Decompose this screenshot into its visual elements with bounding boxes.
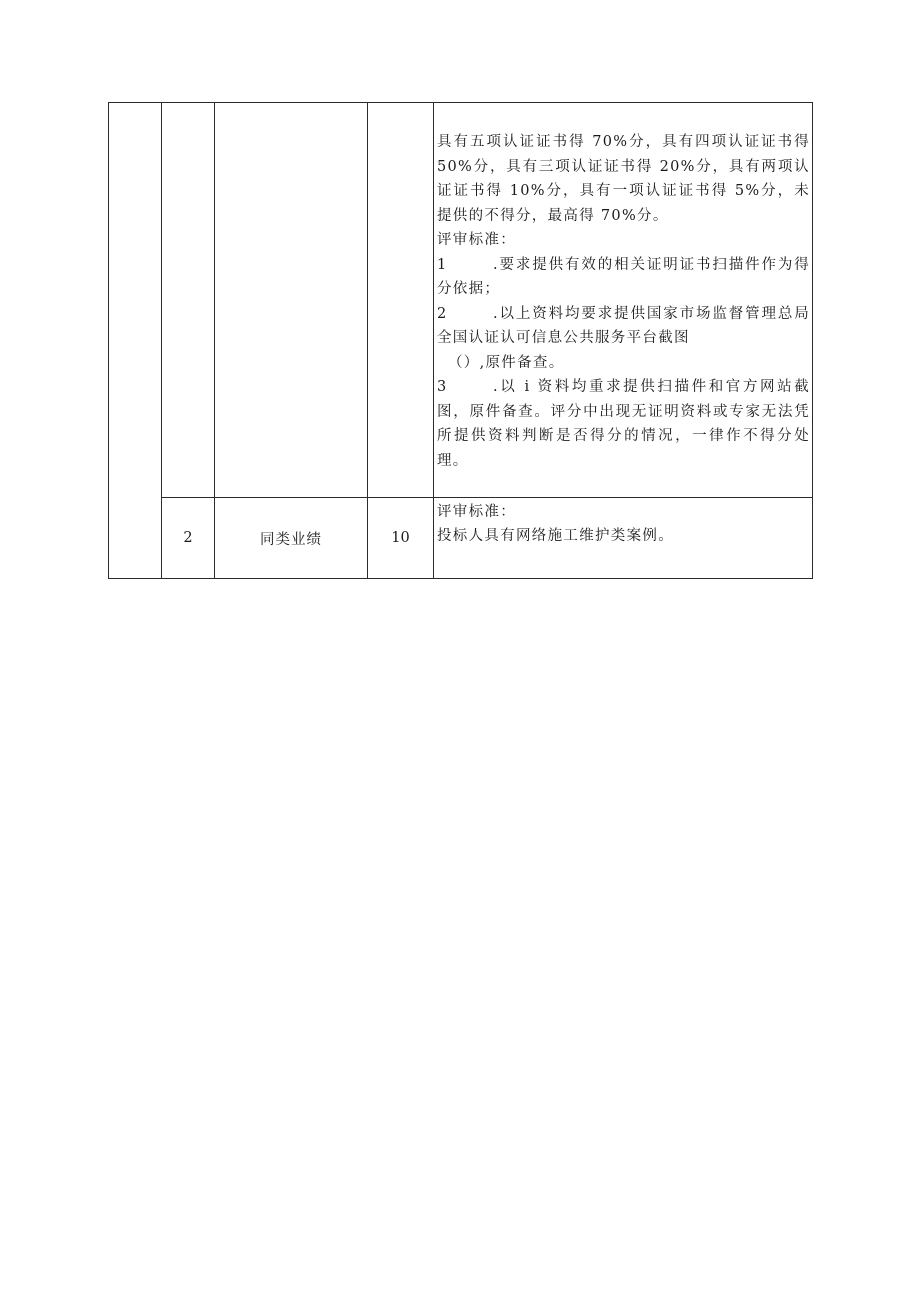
item-text: .以上资料均要求提供国家市场监督管理总局全国认证认可信息公共服务平台截图 [437, 305, 810, 346]
criteria-heading: 评审标准： [437, 232, 516, 248]
criteria-cell [434, 498, 813, 579]
scoring-table [108, 102, 813, 579]
item-number: 2 [437, 305, 447, 322]
criteria-item-1 [437, 253, 810, 302]
criteria-paragraph: 具有五项认证证书得 70%分，具有四项认证证书得 50%分，具有三项认证证书得 20%分，具有两项认证证书得 10%分，具有一项认证证书得 5%分，未提供的不得分，最高得 70%分。 [437, 134, 810, 224]
table-row [109, 498, 813, 579]
criteria-cell [434, 103, 813, 498]
criteria-item-2 [437, 302, 810, 351]
item-text: .要求提供有效的相关证明证书扫描件作为得分依据； [437, 256, 810, 297]
criteria-heading: 评审标准： [437, 504, 516, 520]
item-number: 1 [437, 256, 447, 273]
index-cell [162, 103, 215, 498]
criteria-item-2-cont [437, 351, 810, 376]
score-cell: 10 [368, 498, 434, 579]
category-cell [109, 103, 162, 579]
item-number: 3 [437, 379, 447, 395]
item-text: .以 i 资料均重求提供扫描件和官方网站截图，原件备查。评分中出现无证明资料或专家无法凭所提供资料判断是否得分的情况，一律作不得分处理。 [437, 379, 810, 469]
item-text: （）,原件备查。 [448, 354, 565, 371]
item-name-cell [215, 103, 368, 498]
criteria-item-3 [437, 375, 810, 473]
score-cell [368, 103, 434, 498]
index-cell: 2 [162, 498, 215, 579]
table-row [109, 103, 813, 498]
criteria-paragraph: 投标人具有网络施工维护类案例。 [437, 528, 674, 544]
item-name-cell: 同类业绩 [215, 498, 368, 579]
